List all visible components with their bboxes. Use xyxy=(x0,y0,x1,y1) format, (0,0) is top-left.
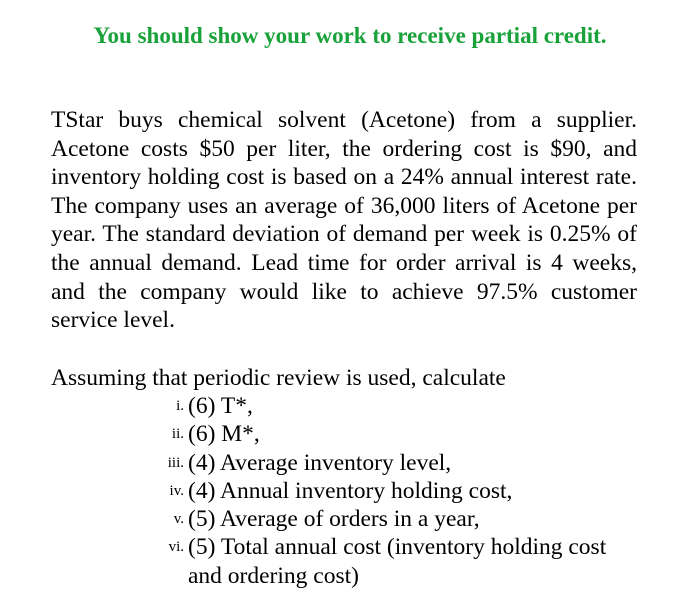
partial-credit-notice: You should show your work to receive partial credit. xyxy=(93,23,607,48)
item-marker: v. xyxy=(173,511,184,528)
item-text: (4) Average inventory level, xyxy=(188,449,452,476)
item-text: (6) T*, xyxy=(188,393,253,419)
question-item-i xyxy=(160,392,660,420)
item-text: (5) Average of orders in a year, xyxy=(188,506,480,533)
question-item-iii xyxy=(160,449,660,477)
item-marker: iii. xyxy=(167,454,184,471)
item-text: (6) M*, xyxy=(188,421,260,448)
question-item-vi xyxy=(160,533,660,590)
item-text: (4) Annual inventory holding cost, xyxy=(188,477,513,504)
problem-statement: TStar buys chemical solvent (Acetone) from a supplier. Acetone costs $50 per liter, the ordering cost is $90, and inventory holding cost is based on a 24% annual interest rate. The company uses an average of 36,000 liters of Acetone per year. The standard deviation of demand per week is 0.25% of the annual demand. Lead time for order arrival is 4 weeks, and the company would like to achieve 97.5% customer service level. xyxy=(51,107,637,334)
question-item-iv xyxy=(160,477,660,505)
item-text: (5) Total annual cost (inventory holding cost and ordering cost) xyxy=(188,534,607,589)
item-marker: vi. xyxy=(168,539,184,556)
question-item-ii xyxy=(160,420,660,448)
question-list xyxy=(160,392,660,590)
instruction-text: Assuming that periodic review is used, calculate xyxy=(51,365,506,391)
item-marker: i. xyxy=(176,398,184,414)
item-marker: iv. xyxy=(169,482,184,499)
question-item-v xyxy=(160,505,660,533)
item-marker: ii. xyxy=(171,426,184,443)
